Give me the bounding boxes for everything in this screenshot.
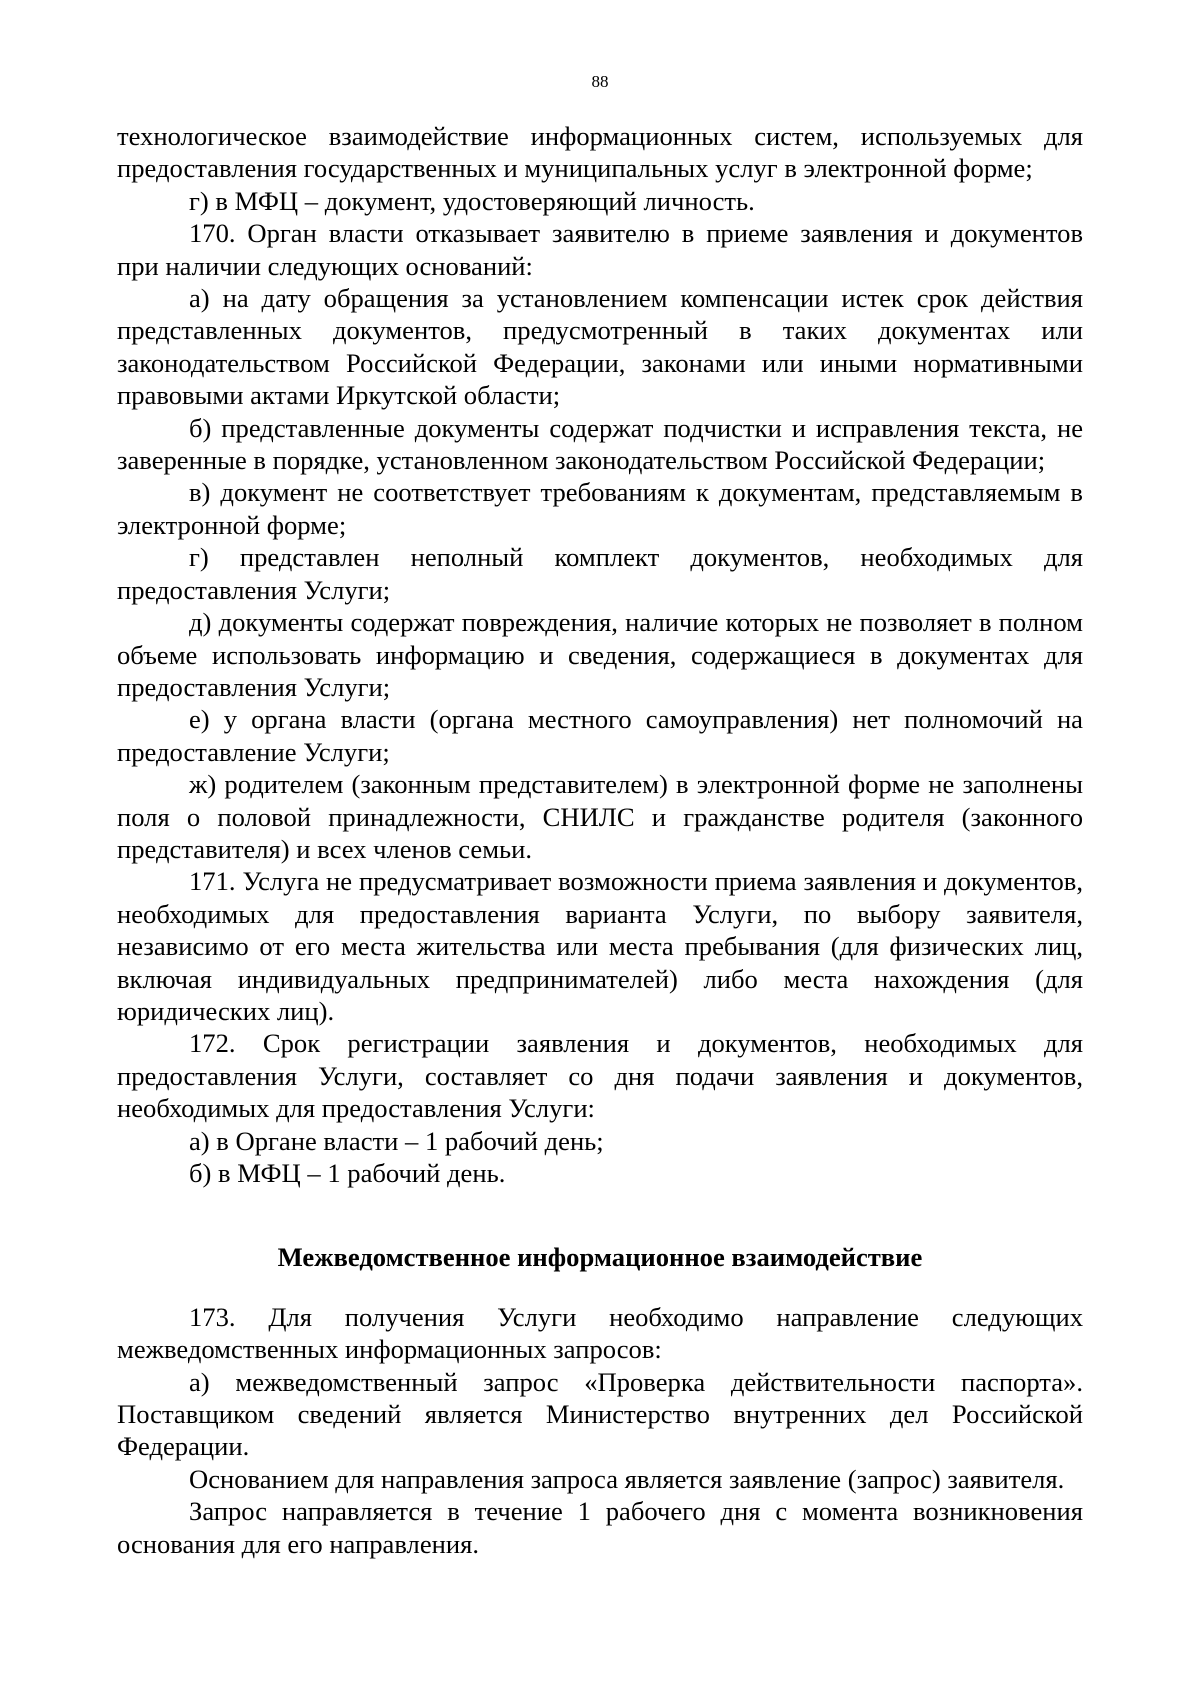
paragraph: Основанием для направления запроса является заявление (запрос) заявителя. [189, 1463, 1065, 1494]
paragraph: а) на дату обращения за установлением компенсации истек срок действия представленных документов, предусмотренный в таких документах или законодательством Российской Федерации, законами или иными нормативными правовыми актами Иркутской области; [117, 283, 1083, 411]
paragraph: 172. Срок регистрации заявления и документов, необходимых для предоставления Услуги, составляет со дня подачи заявления и документов, необходимых для предоставления Услуги: [117, 1028, 1083, 1124]
paragraph: 173. Для получения Услуги необходимо направление следующих межведомственных информационных запросов: [117, 1301, 1083, 1365]
paragraph: 170. Орган власти отказывает заявителю в приеме заявления и документов при наличии следующих оснований: [117, 218, 1083, 281]
paragraph: а) в Органе власти – 1 рабочий день; [189, 1125, 604, 1156]
paragraph: ж) родителем (законным представителем) в электронной форме не заполнены поля о половой принадлежности, СНИЛС и гражданстве родителя (законного представителя) и всех членов семьи. [117, 769, 1083, 864]
page-number: 88 [591, 72, 609, 91]
paragraph: технологическое взаимодействие информационных систем, используемых для предоставления государственных и муниципальных услуг в электронной форме; [117, 121, 1083, 184]
paragraph: г) представлен неполный комплект документов, необходимых для предоставления Услуги; [117, 542, 1083, 605]
paragraph: а) межведомственный запрос «Проверка действительности паспорта». Поставщиком сведений является Министерство внутренних дел Российской Федерации. [117, 1366, 1083, 1462]
document-body [117, 120, 1083, 1560]
paragraphs-before-heading [117, 120, 1083, 1189]
paragraph: д) документы содержат повреждения, наличие которых не позволяет в полном объеме использовать информацию и сведения, содержащиеся в документах для предоставления Услуги; [117, 607, 1083, 702]
section-heading: Межведомственное информационное взаимодействие [277, 1242, 923, 1273]
paragraph: е) у органа власти (органа местного самоуправления) нет полномочий на предоставление Услуги; [117, 704, 1083, 767]
paragraph: б) в МФЦ – 1 рабочий день. [189, 1158, 506, 1188]
paragraph: г) в МФЦ – документ, удостоверяющий личность. [189, 185, 755, 216]
paragraphs-after-heading [117, 1301, 1083, 1560]
paragraph: в) документ не соответствует требованиям к документам, представляемым в электронной форме; [117, 477, 1083, 540]
paragraph: 171. Услуга не предусматривает возможности приема заявления и документов, необходимых для предоставления варианта Услуги, по выбору заявителя, независимо от его места жительства или места пребывания (для физических лиц, включая индивидуальных предпринимателей) либо места нахождения (для юридических лиц). [117, 866, 1083, 1026]
paragraph: б) представленные документы содержат подчистки и исправления текста, не заверенные в порядке, установленном законодательством Российской Федерации; [117, 412, 1083, 476]
paragraph: Запрос направляется в течение 1 рабочего дня с момента возникновения основания для его направления. [117, 1496, 1083, 1559]
